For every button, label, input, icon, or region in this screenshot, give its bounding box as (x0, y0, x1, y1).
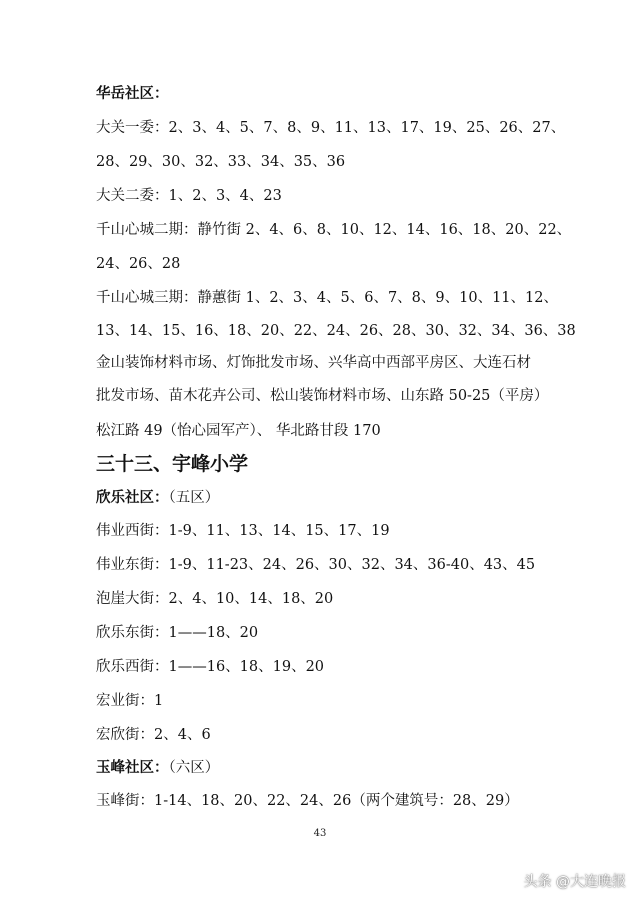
address-line: 24、26、28 (96, 256, 181, 272)
address-line: 宏欣街：2、4、6 (96, 727, 211, 743)
address-line: 大关二委：1、2、3、4、23 (96, 188, 282, 204)
address-line: 欣乐东街：1——18、20 (96, 625, 259, 641)
address-line: 欣乐西街：1——16、18、19、20 (96, 659, 325, 675)
address-line: 宏业街：1 (96, 693, 164, 709)
address-line: 千山心城二期：静竹街 2、4、6、8、10、12、14、16、18、20、22、 (96, 222, 572, 238)
address-line: 金山装饰材料市场、灯饰批发市场、兴华高中西部平房区、大连石材 (96, 355, 531, 371)
address-line: 千山心城三期：静蕙街 1、2、3、4、5、6、7、8、9、10、11、12、 (96, 290, 558, 306)
school-heading-yufeng: 三十三、宇峰小学 (96, 453, 249, 475)
community-heading-xinle (96, 488, 219, 508)
community-label: 欣乐社区： (96, 489, 169, 506)
community-heading-huayue: 华岳社区： (96, 85, 169, 102)
address-line: 大关一委：2、3、4、5、7、8、9、11、13、17、19、25、26、27、 (96, 120, 566, 136)
district-note: （六区） (168, 760, 220, 776)
district-note: （五区） (168, 490, 220, 506)
community-label: 玉峰社区： (96, 759, 169, 776)
address-line: 伟业西街：1-9、11、13、14、15、17、19 (96, 523, 390, 539)
address-line: 松江路 49（怡心园军产）、 华北路甘段 170 (96, 423, 381, 439)
address-line: 伟业东街：1-9、11-23、24、26、30、32、34、36-40、43、45 (96, 557, 536, 573)
address-line: 泡崖大街：2、4、10、14、18、20 (96, 591, 334, 607)
page-number: 43 (313, 828, 327, 839)
source-watermark: 头条 @大连晚报 (523, 874, 626, 890)
address-line: 批发市场、苗木花卉公司、松山装饰材料市场、山东路 50-25（平房） (96, 388, 549, 404)
address-line: 玉峰街：1-14、18、20、22、24、26（两个建筑号：28、29） (96, 793, 519, 809)
address-line: 28、29、30、32、33、34、35、36 (96, 154, 346, 170)
address-line: 13、14、15、16、18、20、22、24、26、28、30、32、34、36、38 (96, 323, 576, 339)
community-heading-yufeng (96, 758, 219, 778)
